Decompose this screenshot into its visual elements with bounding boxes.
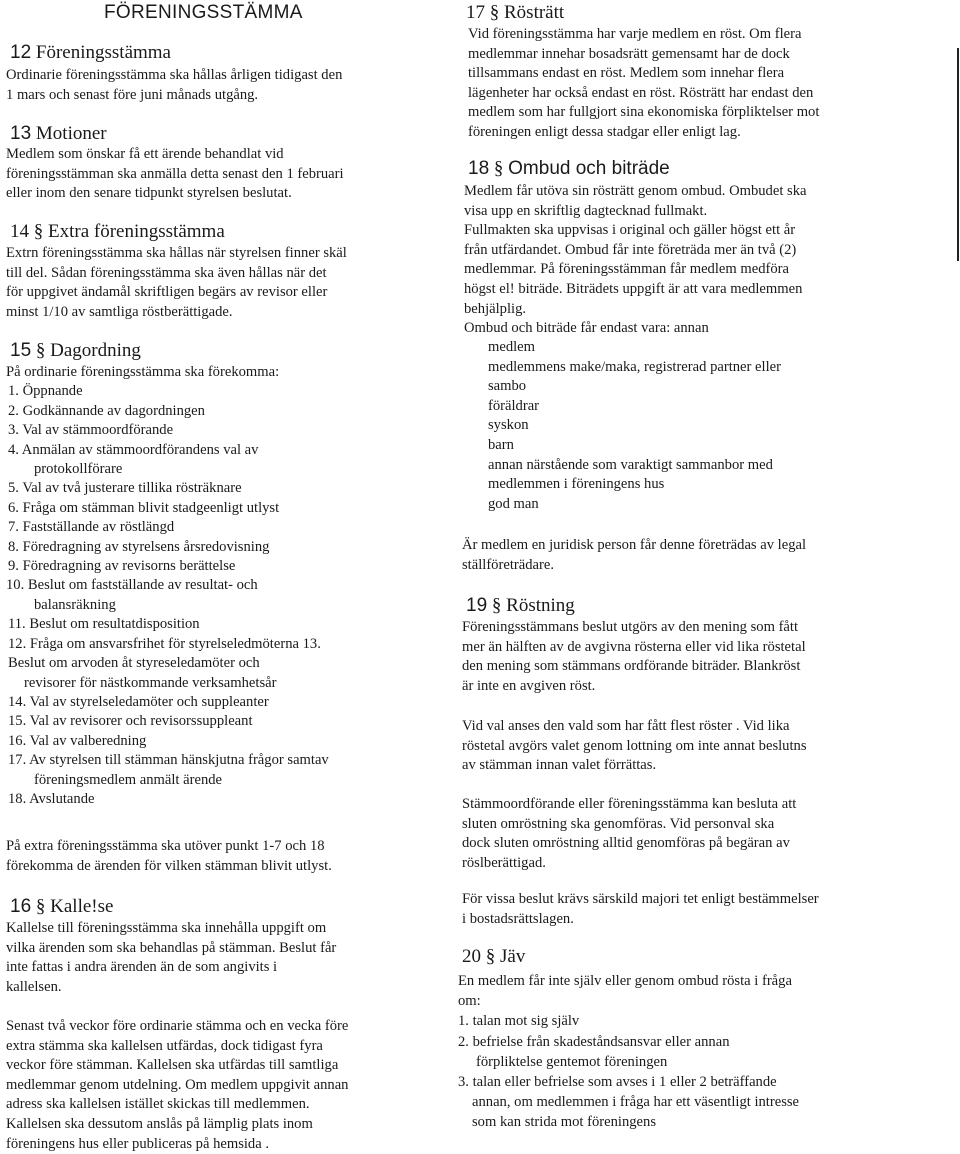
text-line: som kan strida mot föreningens bbox=[472, 1114, 657, 1131]
section-12-text bbox=[6, 66, 342, 105]
text-line: 1. talan mot sig själv bbox=[458, 1013, 580, 1030]
text-line: På extra föreningsstämma ska utöver punkt 1-7 och 18 bbox=[6, 838, 325, 854]
text-line: 1 mars och senast före juni månads utgång. bbox=[6, 86, 259, 103]
text-line: Senast två veckor före ordinarie stämma och en vecka före bbox=[6, 1018, 349, 1034]
text-line: från utfärdandet. Ombud får inte företräda mer än två (2) bbox=[464, 241, 797, 258]
text-line: till del. Sådan föreningsstämma ska även hållas när det bbox=[6, 264, 327, 281]
agenda-item: 6. Fråga om stämman blivit stadgeenligt utlyst bbox=[8, 499, 280, 516]
section-20-text bbox=[458, 971, 799, 1133]
section-14-heading bbox=[10, 221, 225, 243]
text-line: extra stämma ska kallelsen utfärdas, dock tidigast fyra bbox=[6, 1037, 323, 1054]
section-18-text-2 bbox=[462, 536, 806, 575]
section-sign-icon: § bbox=[493, 158, 504, 179]
text-line: Kallelse till föreningsstämma ska innehålla uppgift om bbox=[6, 920, 327, 936]
text-line: röslberättigad. bbox=[462, 854, 546, 871]
text-line: En medlem får inte själv eller genom ombud rösta i fråga bbox=[458, 973, 792, 989]
text-line: är inte en avgiven röst. bbox=[462, 677, 596, 694]
page-edge-divider bbox=[957, 48, 959, 261]
section-title: Extra föreningsstämma bbox=[48, 221, 225, 242]
text-line: medlem som har fullgjort sina ekonomiska förpliktelser mot bbox=[468, 104, 820, 121]
section-19-text bbox=[462, 618, 806, 696]
agenda-item: 16. Val av valberedning bbox=[8, 732, 147, 749]
text-line: föreningen enligt dessa stadgar eller enligt lag. bbox=[468, 123, 741, 140]
section-number: 13 bbox=[10, 123, 32, 144]
text-line: annan, om medlemmen i fråga har ett väsentligt intresse bbox=[472, 1094, 800, 1111]
section-title: Motioner bbox=[35, 123, 107, 144]
section-19-text-3 bbox=[462, 795, 796, 873]
text-line: Föreningsstämmans beslut utgörs av den mening som fått bbox=[462, 619, 799, 635]
section-title: Rösträtt bbox=[504, 2, 565, 23]
agenda-item: revisorer för nästkommande verksamhetsår bbox=[24, 674, 277, 691]
text-line: 2. befrielse från skadeståndsansvar eller annan bbox=[458, 1033, 730, 1050]
section-sign-icon: § bbox=[489, 2, 500, 23]
section-number: 19 bbox=[466, 595, 488, 616]
text-line: röstetal avgörs valet genom lottning om inte annat beslutns bbox=[462, 737, 807, 754]
agenda-item: 9. Föredragning av revisorns berättelse bbox=[8, 558, 236, 575]
text-line: Medlem som önskar få ett ärende behandlat vid bbox=[6, 146, 284, 162]
page-title: FÖRENINGSSTÄMMA bbox=[104, 2, 303, 23]
section-title: Dagordning bbox=[50, 340, 141, 361]
text-line: Extrn föreningsstämma ska hållas när styrelsen finner skäl bbox=[6, 245, 347, 261]
text-line: kallelsen. bbox=[6, 978, 62, 995]
text-line: den mening som stämmans ordförande biträder. Blankröst bbox=[462, 658, 801, 675]
section-20-heading bbox=[462, 946, 525, 968]
text-line: ställföreträdare. bbox=[462, 556, 554, 573]
section-number: 15 bbox=[10, 340, 32, 361]
text-line: 3. talan eller befrielse som avses i 1 eller 2 beträffande bbox=[458, 1074, 777, 1091]
agenda-item: 3. Val av stämmoordförande bbox=[8, 422, 174, 439]
section-17-text bbox=[468, 25, 819, 143]
text-line: Stämmoordförande eller föreningsstämma kan besluta att bbox=[462, 796, 797, 812]
section-18-list bbox=[488, 338, 781, 514]
list-item: barn bbox=[488, 436, 514, 453]
text-line: för uppgivet ändamål skriftligen begärs av revisor eller bbox=[6, 284, 328, 301]
section-title: Ombud och biträde bbox=[508, 158, 670, 179]
list-item: annan närstående som varaktigt sammanbor med bbox=[488, 456, 773, 473]
section-sign-icon: § bbox=[35, 340, 46, 361]
section-18-heading bbox=[468, 158, 670, 180]
section-17-heading bbox=[466, 2, 564, 24]
text-line: Är medlem en juridisk person får denne företrädas av legal bbox=[462, 537, 807, 553]
text-line: högst el! biträde. Biträdets uppgift är att vara medlemmen bbox=[464, 280, 803, 297]
list-item: god man bbox=[488, 495, 539, 512]
text-line: medlemmar innehar bosadsrätt gemensamt har de dock bbox=[468, 45, 790, 62]
text-line: förekomma de ärenden för vilken stämman blivit utlyst. bbox=[6, 857, 332, 874]
agenda-item: 15. Val av revisorer och revisorssuppleant bbox=[8, 713, 253, 730]
text-line: vilka ärenden som ska behandlas på stämman. Beslut får bbox=[6, 939, 337, 956]
section-13-text bbox=[6, 145, 344, 204]
agenda-item: 11. Beslut om resultatdisposition bbox=[8, 616, 200, 633]
text-line: adress ska kallelsen istället skickas till medlemmen. bbox=[6, 1096, 310, 1113]
agenda-item: Beslut om arvoden åt styreseledamöter och bbox=[8, 655, 260, 672]
agenda-item: 2. Godkännande av dagordningen bbox=[8, 402, 205, 419]
agenda-item: protokollförare bbox=[34, 461, 123, 478]
list-item: medlemmen i föreningens hus bbox=[488, 476, 665, 493]
section-title: Röstning bbox=[506, 595, 575, 616]
list-item: medlemmens make/maka, registrerad partner eller bbox=[488, 358, 781, 375]
agenda-item: 18. Avslutande bbox=[8, 790, 95, 807]
text-line: föreningsstämman ska anmälla detta senast den 1 februari bbox=[6, 165, 344, 182]
text-line: tillsammans endast en röst. Medlem som innehar flera bbox=[468, 65, 785, 82]
agenda-item: 5. Val av två justerare tillika rösträknare bbox=[8, 480, 242, 497]
text-line: Ordinarie föreningsstämma ska hållas årligen tidigast den bbox=[6, 67, 343, 83]
section-12-heading bbox=[10, 42, 171, 64]
text-line: av stämman innan valet förrättas. bbox=[462, 757, 657, 774]
list-item: sambo bbox=[488, 378, 527, 395]
text-line: inte fattas i andra ärenden än de som angivits i bbox=[6, 959, 278, 976]
list-item: medlem bbox=[488, 339, 536, 355]
section-16-heading bbox=[10, 896, 113, 918]
agenda-item: 10. Beslut om fastställande av resultat- och bbox=[6, 577, 258, 594]
text-line: eller inom den senare tidpunkt styrelsen beslutat. bbox=[6, 185, 292, 202]
section-sign-icon: § bbox=[491, 595, 502, 616]
text-line: veckor före stämman. Kallelsen ska utfärdas till samtliga bbox=[6, 1057, 339, 1074]
text-line: sluten omröstning ska genomföras. Vid personval ska bbox=[462, 815, 775, 832]
section-sign-icon: § bbox=[33, 221, 44, 242]
section-number: 14 bbox=[10, 221, 29, 242]
text-line: Kallelsen ska dessutom anslås på lämplig plats inom bbox=[6, 1115, 313, 1132]
text-line: mer än hälften av de avgivna rösterna eller vid lika röstetal bbox=[462, 638, 806, 655]
text-line: För vissa beslut krävs särskild majori tet enligt bestämmelser bbox=[462, 891, 819, 907]
section-title: Föreningsstämma bbox=[35, 42, 171, 63]
text-line: behjälplig. bbox=[464, 300, 527, 317]
text-line: På ordinarie föreningsstämma ska förekomma: bbox=[6, 364, 280, 380]
section-number: 17 bbox=[466, 2, 485, 23]
text-line: i bostadsrättslagen. bbox=[462, 910, 574, 927]
section-15-extra bbox=[6, 837, 332, 876]
section-15-agenda bbox=[6, 363, 329, 809]
section-19-heading bbox=[466, 595, 575, 617]
text-line: medlemmar. På föreningsstämman får medlem medföra bbox=[464, 261, 790, 278]
section-sign-icon: § bbox=[35, 896, 46, 917]
agenda-item: 4. Anmälan av stämmoordförandens val av bbox=[8, 441, 259, 458]
agenda-item: föreningsmedlem anmält ärende bbox=[34, 771, 223, 788]
text-line: Medlem får utöva sin rösträtt genom ombud. Ombudet ska bbox=[464, 183, 807, 199]
agenda-item: 8. Föredragning av styrelsens årsredovisning bbox=[8, 538, 270, 555]
agenda-item: 14. Val av styrelseledamöter och suppleanter bbox=[8, 693, 269, 710]
text-line: Vid föreningsstämma har varje medlem en röst. Om flera bbox=[468, 26, 802, 42]
agenda-item: 17. Av styrelsen till stämman hänskjutna frågor samtav bbox=[8, 752, 329, 769]
section-14-text bbox=[6, 244, 347, 322]
agenda-item: 1. Öppnande bbox=[8, 383, 83, 400]
text-line: lägenheter har också endast en röst. Rösträtt har endast den bbox=[468, 84, 814, 101]
section-number: 18 bbox=[468, 158, 490, 179]
text-line: dock sluten omröstning alltid genomföras på begäran av bbox=[462, 835, 790, 852]
section-title: Jäv bbox=[500, 946, 526, 967]
agenda-item: 12. Fråga om ansvarsfrihet för styrelseledmöterna 13. bbox=[8, 635, 321, 652]
section-sign-icon: § bbox=[485, 946, 496, 967]
section-19-text-4 bbox=[462, 890, 819, 929]
text-line: Vid val anses den vald som har fått flest röster . Vid lika bbox=[462, 718, 790, 734]
text-line: medlemmar genom utdelning. Om medlem uppgivit annan bbox=[6, 1076, 349, 1093]
section-16-text bbox=[6, 919, 336, 997]
section-number: 16 bbox=[10, 896, 32, 917]
section-13-heading bbox=[10, 123, 107, 145]
text-line: minst 1/10 av samtliga röstberättigade. bbox=[6, 303, 233, 320]
text-line: Ombud och biträde får endast vara: annan bbox=[464, 320, 709, 337]
section-title: Kalle!se bbox=[50, 896, 114, 917]
section-18-text bbox=[464, 182, 806, 339]
text-line: visa upp en skriftlig dagtecknad fullmakt. bbox=[464, 202, 708, 219]
list-item: föräldrar bbox=[488, 397, 540, 414]
agenda-item: 7. Fastställande av röstlängd bbox=[8, 519, 175, 536]
section-number: 20 bbox=[462, 946, 481, 967]
section-number: 12 bbox=[10, 42, 32, 63]
text-line: Fullmakten ska uppvisas i original och gäller högst ett år bbox=[464, 222, 796, 239]
section-16-text-2 bbox=[6, 1017, 348, 1154]
section-19-text-2 bbox=[462, 717, 807, 776]
text-line: förpliktelse gentemot föreningen bbox=[476, 1053, 668, 1070]
section-15-heading bbox=[10, 340, 141, 362]
text-line: föreningens hus eller publiceras på hemsida . bbox=[6, 1135, 270, 1152]
agenda-item: balansräkning bbox=[34, 596, 116, 613]
text-line: om: bbox=[458, 993, 481, 1010]
list-item: syskon bbox=[488, 417, 529, 434]
